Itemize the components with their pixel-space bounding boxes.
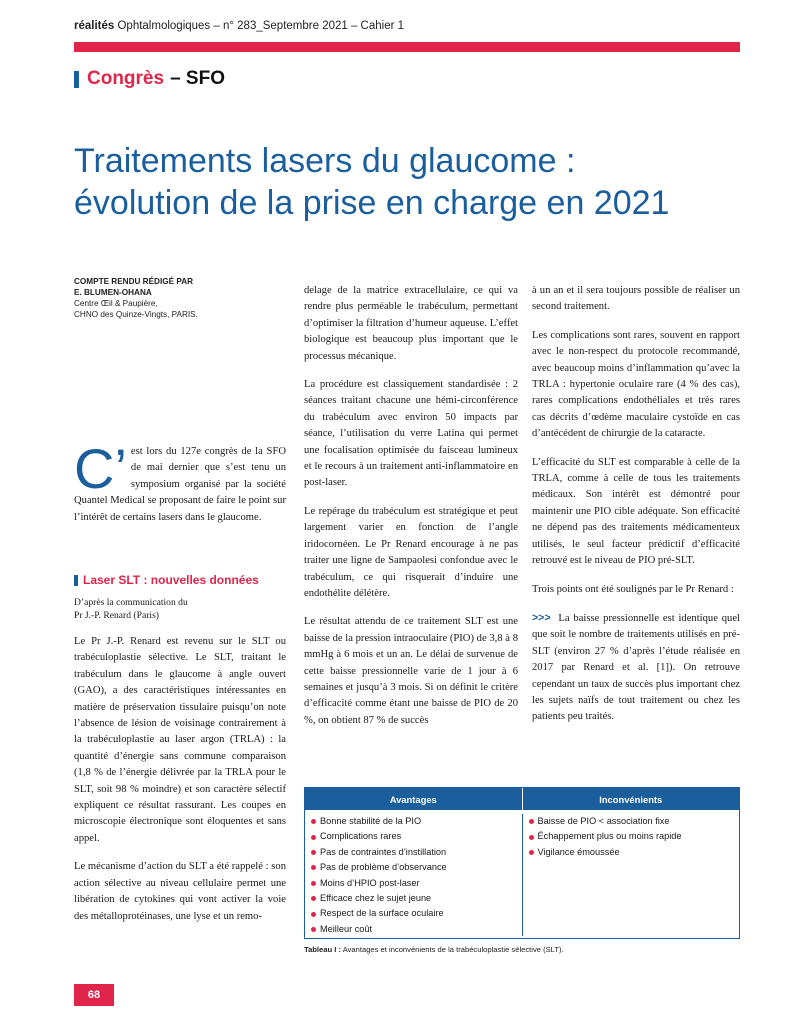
section-heading [74,573,259,587]
table-caption [304,945,740,954]
list-item-text: Complications rares [320,831,402,842]
bullet-icon [311,835,316,840]
list-item [529,829,740,844]
list-item [529,845,740,860]
list-item-text: Efficace chez le sujet jeune [320,893,432,904]
list-item [311,845,522,860]
paragraph: Le Pr J.-P. Renard est revenu sur le SLT ou trabéculoplastie sélective. Le SLT, traitant le trabéculum dans le glaucome à angle ouvert (GAO), a des caractéristiques intéressantes en matière de préservation tissulaire puisqu’on note l’absence de lésion de voisinage contrairement à la trabéculoplastie au laser argon (TRLA) : la quantité d’énergie sans commune comparaison (1,8 % de l’énergie délivrée par la TRLA pour le SLT, soit 98 % moindre) et son caractère sélectif expliquent ce résultat rassurant. Les coupes en microscopie électronique sont éloquentes et sans appel. [74,636,286,844]
triple-arrow-icon: >>> [532,611,551,624]
table-header-inconvenients: Inconvénients [599,793,663,805]
bullet-icon [311,896,316,901]
column-1 [74,596,286,937]
paragraph: Le mécanisme d’action du SLT a été rappelé : son action sélective au niveau cellulaire permet une libération de cytokines qui vont activer la voie des métalloprotéinases, une lyse et un remo- [74,861,286,922]
table-body [305,810,739,936]
bullet-icon [529,850,534,855]
bullet-icon [311,819,316,824]
header-rule [74,42,740,52]
rubric [74,68,225,90]
byline-author: E. BLUMEN-OHANA [74,288,152,297]
paragraph: Trois points ont été soulignés par le Pr Renard : [532,583,734,595]
section-marker [74,575,78,586]
list-item-text: Meilleur coût [320,923,373,934]
table-header [305,788,739,810]
bullet-icon [311,927,316,932]
byline [74,276,284,320]
list-item-text: Moins d’HPIO post-laser [320,877,420,888]
list-item-text: Baisse de PIO < association fixe [537,816,670,826]
list-item [311,814,522,829]
bullet-icon [529,835,534,840]
section-title: Laser SLT : nouvelles données [83,573,259,587]
list-item-text: Échappement plus ou moins rapide [537,831,682,842]
title-line-2: évolution de la prise en charge en 2021 [74,184,670,222]
bullet-icon [311,881,316,886]
journal-issue: Ophtalmologiques – n° 283_Septembre 2021 – Cahier 1 [117,20,405,32]
article-title [74,140,754,224]
title-line-1: Traitements lasers du glaucome : [74,142,576,180]
disadvantages-list [523,814,740,936]
bullet-icon [311,865,316,870]
list-item-text: Pas de contraintes d’instillation [320,846,447,857]
paragraph: Les complications sont rares, souvent en rapport avec le non-respect du protocole recommandé, avec beaucoup moins d’inflammation qu’avec la TRLA : hypertonie oculaire rare (4 % des cas), rares complications endothéliales et très rares cas décrits d’œdème maculaire cystoïde en cas d’antécédent de chirurgie de la cataracte. [532,329,740,440]
list-item-text: Bonne stabilité de la PIO [320,816,422,826]
list-item-text: Vigilance émoussée [537,846,620,857]
lead-text: est lors du 127e congrès de la SFO de mai dernier que s’est tenu un symposium organisé par la société Quantel Medical se proposant de faire le point sur l’intérêt de certains lasers dans le glaucome. [74,446,286,523]
list-item [311,906,522,921]
paragraph-text: La baisse pressionnelle est identique quel que soit le nombre de traitements utilisés en pré-SLT (environ 27 % d’après l’étude réalisée en 2017 par Renard et al. [1]). On retrouve cependant un taux de succès plus important chez les sujets naïfs de tout traitement ou chez les patients peu traités. [532,612,740,723]
advantages-list [305,814,523,936]
paragraph: delage de la matrice extracellulaire, ce qui va rendre plus perméable le trabéculum, permettant d’optimiser la filtration d’humeur aqueuse. L’effet biologique est beaucoup plus important que le processus mécanique. [304,285,518,362]
paragraph: à un an et il sera toujours possible de réaliser un second traitement. [532,285,740,313]
bullet-icon [311,912,316,917]
column-3 [532,283,740,738]
list-item [311,922,522,937]
drop-cap: C’ [74,437,127,500]
table-header-avantages: Avantages [305,788,523,810]
attribution-line-2: Pr J.-P. Renard (Paris) [74,610,160,621]
list-item [311,876,522,891]
list-item-text: Pas de problème d’observance [320,862,447,873]
list-item [311,860,522,875]
running-header [74,20,404,32]
list-item [311,829,522,844]
paragraph [532,610,740,726]
table-avantages-inconvenients [304,787,740,939]
paragraph: L’efficacité du SLT est comparable à celle de la TRLA, comme à celle de tous les traitements médicaux. Son intérêt est démontré pour maintenir une PIO cible adéquate. Son efficacité ne dépend pas des traitements médicamenteux utilisés, le seul facteur prédictif d’efficacité retrouvé est le niveau de PIO pré-SLT. [532,456,740,567]
list-item [311,891,522,906]
list-item [529,814,740,829]
page-number: 68 [74,984,114,1006]
rubric-marker [74,71,79,88]
caption-label: Tableau I : [304,945,341,954]
bullet-icon [529,819,534,824]
bullet-icon [311,850,316,855]
byline-label: COMPTE RENDU RÉDIGÉ PAR [74,277,194,286]
rubric-congres: Congrès [87,68,165,89]
paragraph: Le repérage du trabéculum est stratégique et peut largement varier en fonction de l’angle iridocornéen. Le Pr Renard encourage à ne pas traiter une ligne de Sampaolesi confondue avec le trabéculum, ce qui risquerait d’induire une endothélite délétère. [304,505,518,599]
column-2 [304,283,518,741]
byline-affiliation-2: CHNO des Quinze-Vingts, PARIS. [74,310,198,319]
section-attribution [74,596,286,622]
attribution-line-1: D’après la communication du [74,597,188,608]
paragraph: Le résultat attendu de ce traitement SLT est une baisse de la pression intraoculaire (PIO) de 3,8 à 8 mmHg à 6 mois et un an. Le délai de survenue de cette baisse pressionnelle varie de 1 jour à 6 semaines et jusqu’à 3 mois. Si on définit le critère d’efficacité comme étant une baisse de PIO de 20 %, on obtient 87 % de succès [304,616,518,726]
caption-text: Avantages et inconvénients de la trabéculoplastie sélective (SLT). [342,945,564,954]
paragraph: La procédure est classiquement standardisée : 2 séances traitant chacune une hémi-circonférence du trabéculum avec environ 50 impacts par séance, l’utilisation du verre Latina qui permet une focalisation optimisée du faisceau lumineux et le recours à un traitement anti-inflammatoire en post-laser. [304,379,518,489]
list-item-text: Respect de la surface oculaire [320,908,444,919]
byline-affiliation-1: Centre Œil & Paupière, [74,299,158,308]
journal-name: réalités [74,20,115,32]
lead-paragraph [74,437,286,526]
rubric-sfo: – SFO [170,68,225,89]
